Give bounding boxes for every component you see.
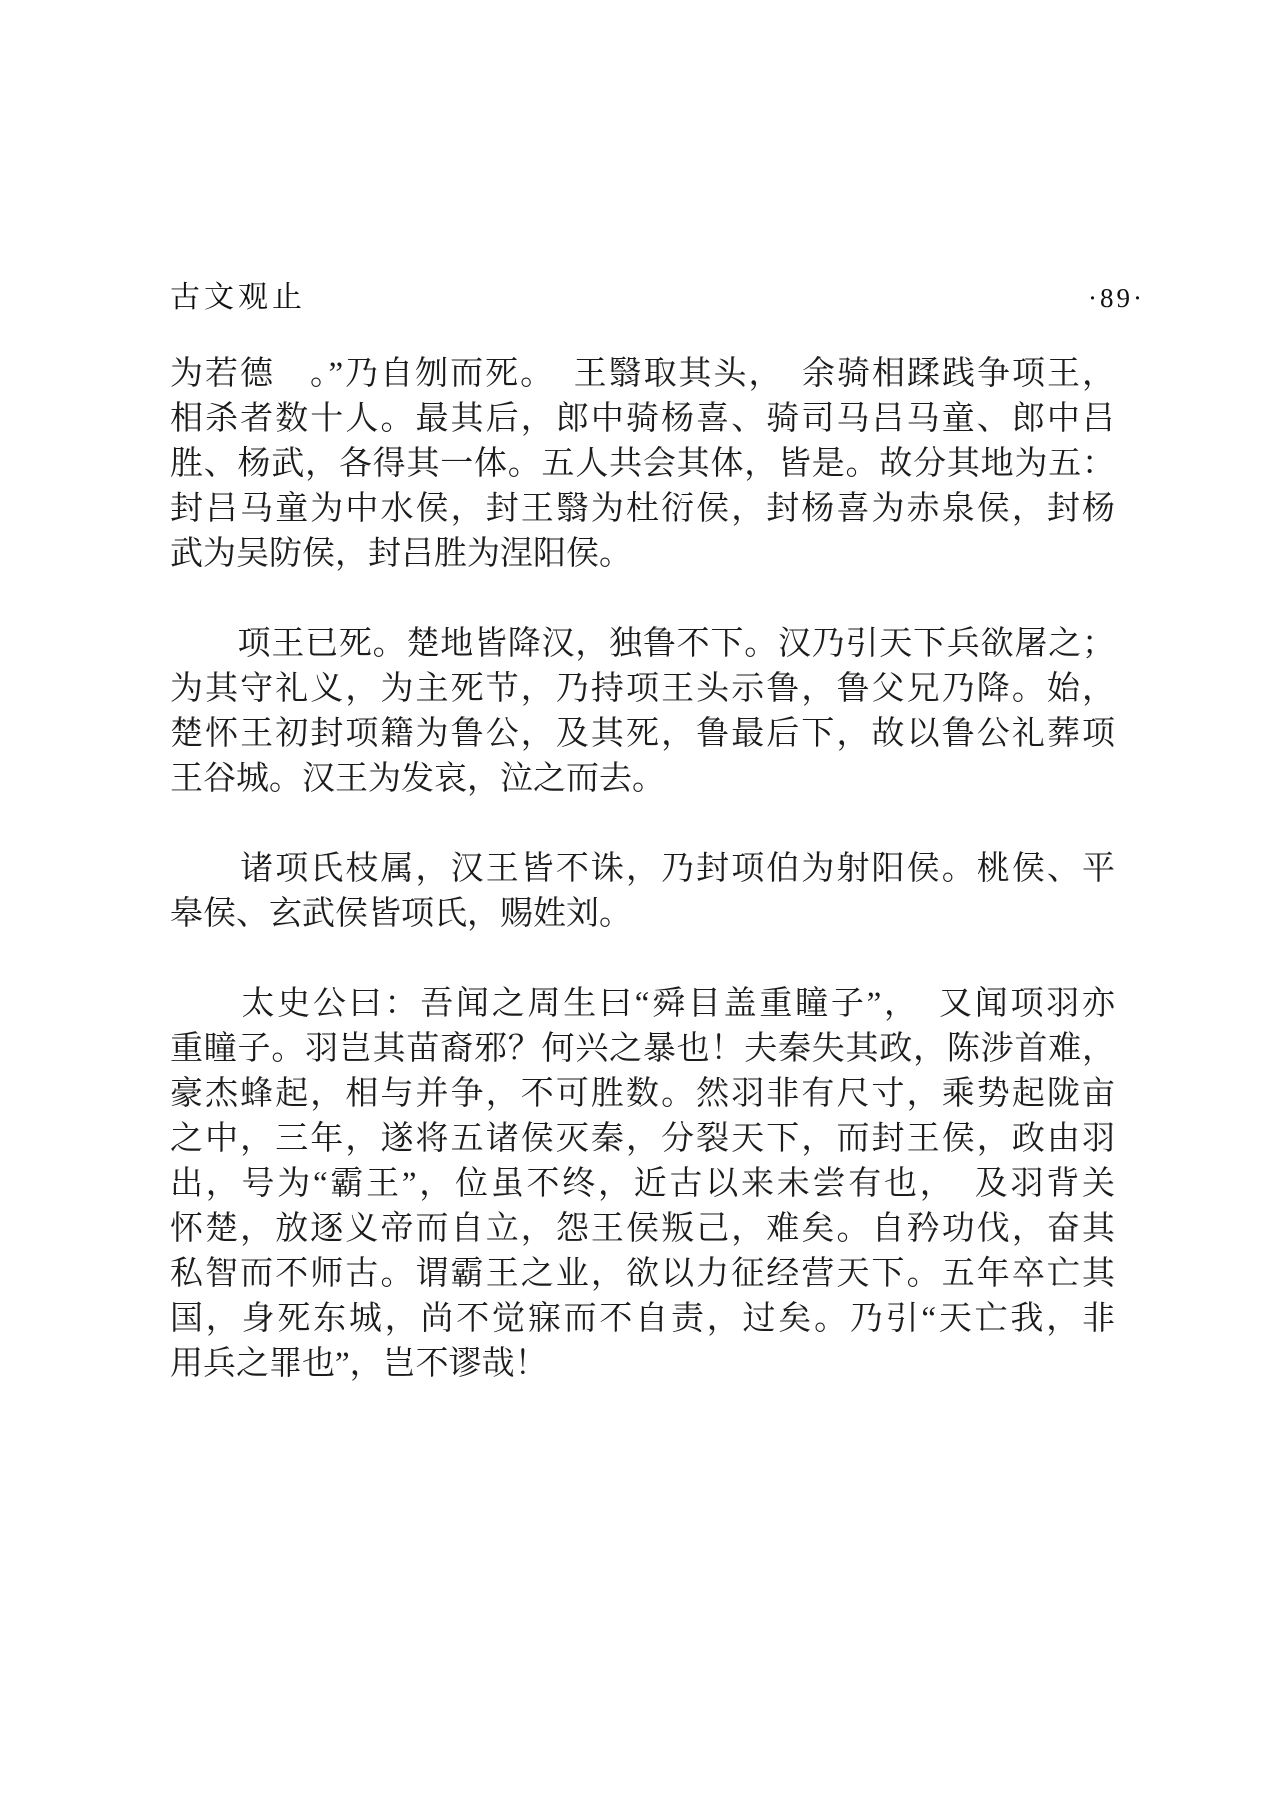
page-number: ·89· — [1088, 283, 1145, 313]
text-line: 重瞳子。羽岂其苗裔邪？何兴之暴也！夫秦失其政，陈涉首难， — [170, 1031, 1115, 1067]
text-line: 胜、杨武，各得其一体。五人共会其体，皆是。故分其地为五： — [170, 446, 1115, 482]
body-text — [170, 352, 1115, 1387]
text-line: 皋侯、玄武侯皆项氏，赐姓刘。 — [170, 896, 632, 932]
page-header — [170, 272, 1145, 314]
text-line: 为其守礼义，为主死节，乃持项王头示鲁，鲁父兄乃降。始， — [170, 671, 1115, 707]
text-line: 项王已死。楚地皆降汉，独鲁不下。汉乃引天下兵欲屠之； — [170, 626, 1115, 662]
text-line: 武为吴防侯，封吕胜为涅阳侯。 — [170, 536, 632, 572]
text-line: 豪杰蜂起，相与并争，不可胜数。然羽非有尺寸，乘势起陇亩 — [170, 1076, 1115, 1112]
text-line: 之中，三年，遂将五诸侯灭秦，分裂天下，而封王侯，政由羽 — [170, 1121, 1115, 1157]
text-line: 王谷城。汉王为发哀，泣之而去。 — [170, 761, 665, 797]
text-line: 诸项氏枝属，汉王皆不诛，乃封项伯为射阳侯。桃侯、平 — [170, 851, 1115, 887]
text-line: 相杀者数十人。最其后，郎中骑杨喜、骑司马吕马童、郎中吕 — [170, 401, 1115, 437]
book-title: 古文观止 — [170, 281, 306, 314]
text-line: 太史公曰：吾闻之周生曰“舜目盖重瞳子”， 又闻项羽亦 — [170, 986, 1115, 1022]
paragraph-2 — [170, 622, 1115, 802]
text-line: 国，身死东城，尚不觉寐而不自责，过矣。乃引“天亡我，非 — [170, 1301, 1115, 1337]
text-line: 用兵之罪也”，岂不谬哉！ — [170, 1346, 548, 1382]
text-line: 为若德 。”乃自刎而死。 王翳取其头， 余骑相蹂践争项王， — [170, 356, 1115, 392]
text-line: 楚怀王初封项籍为鲁公，及其死，鲁最后下，故以鲁公礼葬项 — [170, 716, 1115, 752]
text-line: 怀楚，放逐义帝而自立，怨王侯叛己，难矣。自矜功伐，奋其 — [170, 1211, 1115, 1247]
text-line: 封吕马童为中水侯，封王翳为杜衍侯，封杨喜为赤泉侯，封杨 — [170, 491, 1115, 527]
paragraph-4 — [170, 982, 1115, 1387]
text-line: 出，号为“霸王”，位虽不终，近古以来未尝有也， 及羽背关 — [170, 1166, 1115, 1202]
paragraph-3 — [170, 847, 1115, 937]
text-line: 私智而不师古。谓霸王之业，欲以力征经营天下。五年卒亡其 — [170, 1256, 1115, 1292]
paragraph-1 — [170, 352, 1115, 577]
